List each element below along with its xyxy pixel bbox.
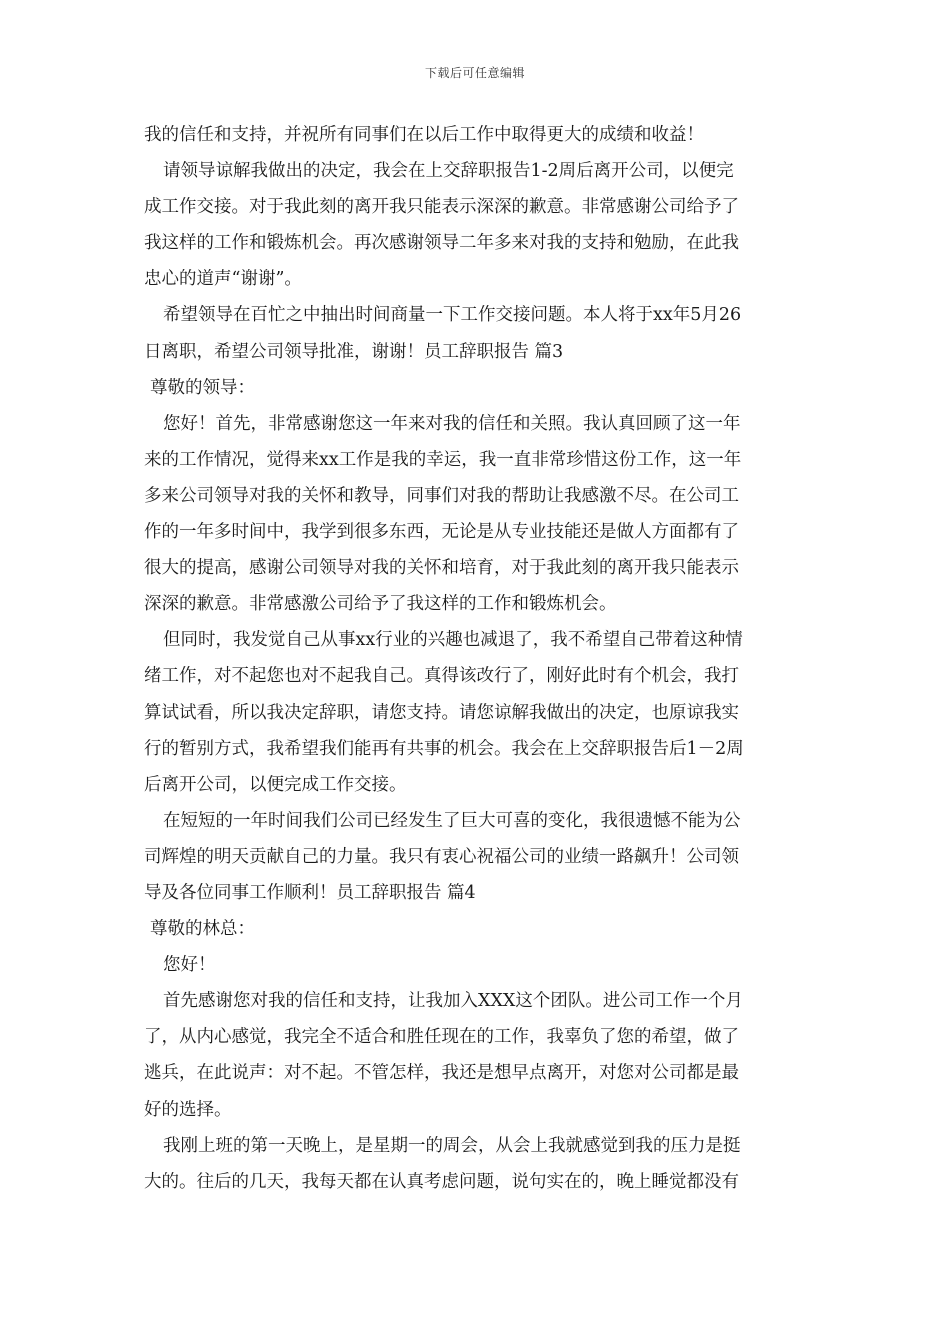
text-line: 司辉煌的明天贡献自己的力量。我只有衷心祝福公司的业绩一路飙升！公司领: [144, 846, 739, 867]
text-line: 我的信任和支持，并祝所有同事们在以后工作中取得更大的成绩和收益！: [144, 125, 704, 145]
document-body: [144, 117, 810, 1200]
text-line: 在短短的一年时间我们公司已经发生了巨大可喜的变化，我很遗憾不能为公: [163, 810, 741, 831]
text-line: 逃兵，在此说声：对不起。不管怎样，我还是想早点离开，对您对公司都是最: [144, 1063, 739, 1084]
text-line: 您好！: [163, 955, 216, 976]
page-header: 下载后可任意编辑: [424, 66, 525, 80]
text-line: 请领导谅解我做出的决定，我会在上交辞职报告1-2周后离开公司，以便完: [163, 161, 734, 182]
text-line: 我刚上班的第一天晚上，是星期一的周会，从会上我就感觉到我的压力是挺: [163, 1135, 741, 1156]
text-line: 深深的歉意。非常感激公司给予了我这样的工作和锻炼机会。: [144, 594, 617, 615]
text-line: 但同时，我发觉自己从事xx行业的兴趣也减退了，我不希望自己带着这种情: [163, 630, 743, 651]
text-line: 绪工作，对不起您也对不起我自己。真得该改行了，刚好此时有个机会，我打: [144, 666, 739, 687]
text-line: 导及各位同事工作顺利！员工辞职报告 篇4: [144, 882, 476, 903]
text-line: 您好！首先，非常感谢您这一年来对我的信任和关照。我认真回顾了这一年: [163, 413, 741, 434]
text-line: 好的选择。: [144, 1099, 232, 1120]
text-line: 大的。往后的几天，我每天都在认真考虑问题，说句实在的，晚上睡觉都没有: [144, 1171, 739, 1192]
text-line: 了，从内心感觉，我完全不适合和胜任现在的工作，我辜负了您的希望，做了: [144, 1027, 739, 1048]
text-line: 来的工作情况，觉得来xx工作是我的幸运，我一直非常珍惜这份工作，这一年: [144, 449, 742, 470]
text-line: 很大的提高，感谢公司领导对我的关怀和培育，对于我此刻的离开我只能表示: [144, 558, 739, 579]
text-line: 尊敬的领导：: [150, 377, 255, 398]
text-line: 忠心的道声“谢谢”。: [144, 269, 302, 290]
text-line: 多来公司领导对我的关怀和教导，同事们对我的帮助让我感激不尽。在公司工: [144, 485, 739, 506]
text-line: 成工作交接。对于我此刻的离开我只能表示深深的歉意。非常感谢公司给予了: [144, 197, 739, 218]
text-line: 后离开公司，以便完成工作交接。: [144, 774, 407, 795]
text-line: 作的一年多时间中，我学到很多东西，无论是从专业技能还是做人方面都有了: [144, 522, 739, 543]
text-line: 日离职，希望公司领导批准，谢谢！员工辞职报告 篇3: [144, 341, 564, 362]
text-line: 首先感谢您对我的信任和支持，让我加入XXX这个团队。进公司工作一个月: [163, 991, 743, 1012]
text-line: 希望领导在百忙之中抽出时间商量一下工作交接问题。本人将于xx年5月26: [163, 305, 742, 326]
text-line: 行的暂别方式，我希望我们能再有共事的机会。我会在上交辞职报告后1－2周: [144, 738, 744, 759]
text-line: 我这样的工作和锻炼机会。再次感谢领导二年多来对我的支持和勉励，在此我: [144, 233, 739, 254]
text-line: 算试试看，所以我决定辞职，请您支持。请您谅解我做出的决定，也原谅我实: [144, 702, 739, 723]
text-line: 尊敬的林总：: [150, 919, 255, 940]
